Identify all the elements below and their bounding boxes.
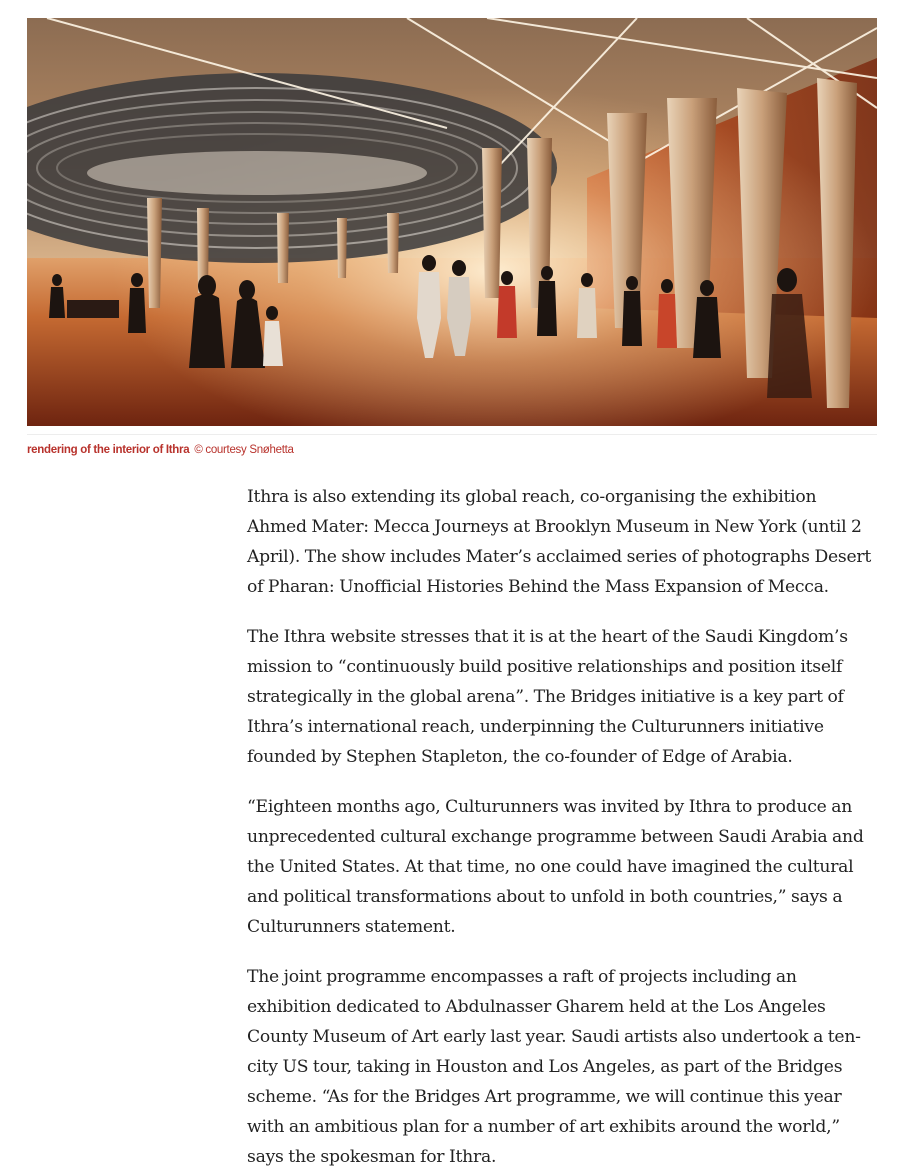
caption-text: rendering of the interior of Ithra — [27, 444, 190, 456]
article-body — [247, 482, 879, 1173]
paragraph-3: “Eighteen months ago, Culturunners was invited by Ithra to produce an unprecedented cultural exchange programme between Saudi Arabia and the United States. At that time, no one could have imagined the cultural and political transformations about to unfold in both countries,” says a Culturunners statement. — [247, 797, 864, 937]
interior-rendering-image[interactable] — [27, 18, 877, 426]
caption-divider — [27, 434, 877, 435]
paragraph-2: The Ithra website stresses that it is at the heart of the Saudi Kingdom’s mission to “continuously build positive relationships and position itself strategically in the global arena”. The Bridges initiative is a key part of Ithra’s international reach, underpinning the Culturunners initiative founded by Stephen Stapleton, the co-founder of Edge of Arabia. — [247, 627, 848, 767]
caption-credit: © courtesy Snøhetta — [194, 444, 294, 456]
image-caption — [27, 444, 294, 456]
rendering-illustration — [27, 18, 877, 426]
paragraph-4: The joint programme encompasses a raft of projects including an exhibition dedicated to Abdulnasser Gharem held at the Los Angeles County Museum of Art early last year. Saudi artists also undertook a ten-city US tour, taking in Houston and Los Angeles, as part of the Bridges scheme. “As for the Bridges Art programme, we will continue this year with an ambitious plan for a number of art exhibits around the world,” says the spokesman for Ithra. — [247, 967, 861, 1167]
paragraph-1: Ithra is also extending its global reach, co-organising the exhibition Ahmed Mater: Mecca Journeys at Brooklyn Museum in New York (until 2 April). The show includes Mater’s acclaimed series of photographs Desert of Pharan: Unofficial Histories Behind the Mass Expansion of Mecca. — [247, 487, 872, 597]
